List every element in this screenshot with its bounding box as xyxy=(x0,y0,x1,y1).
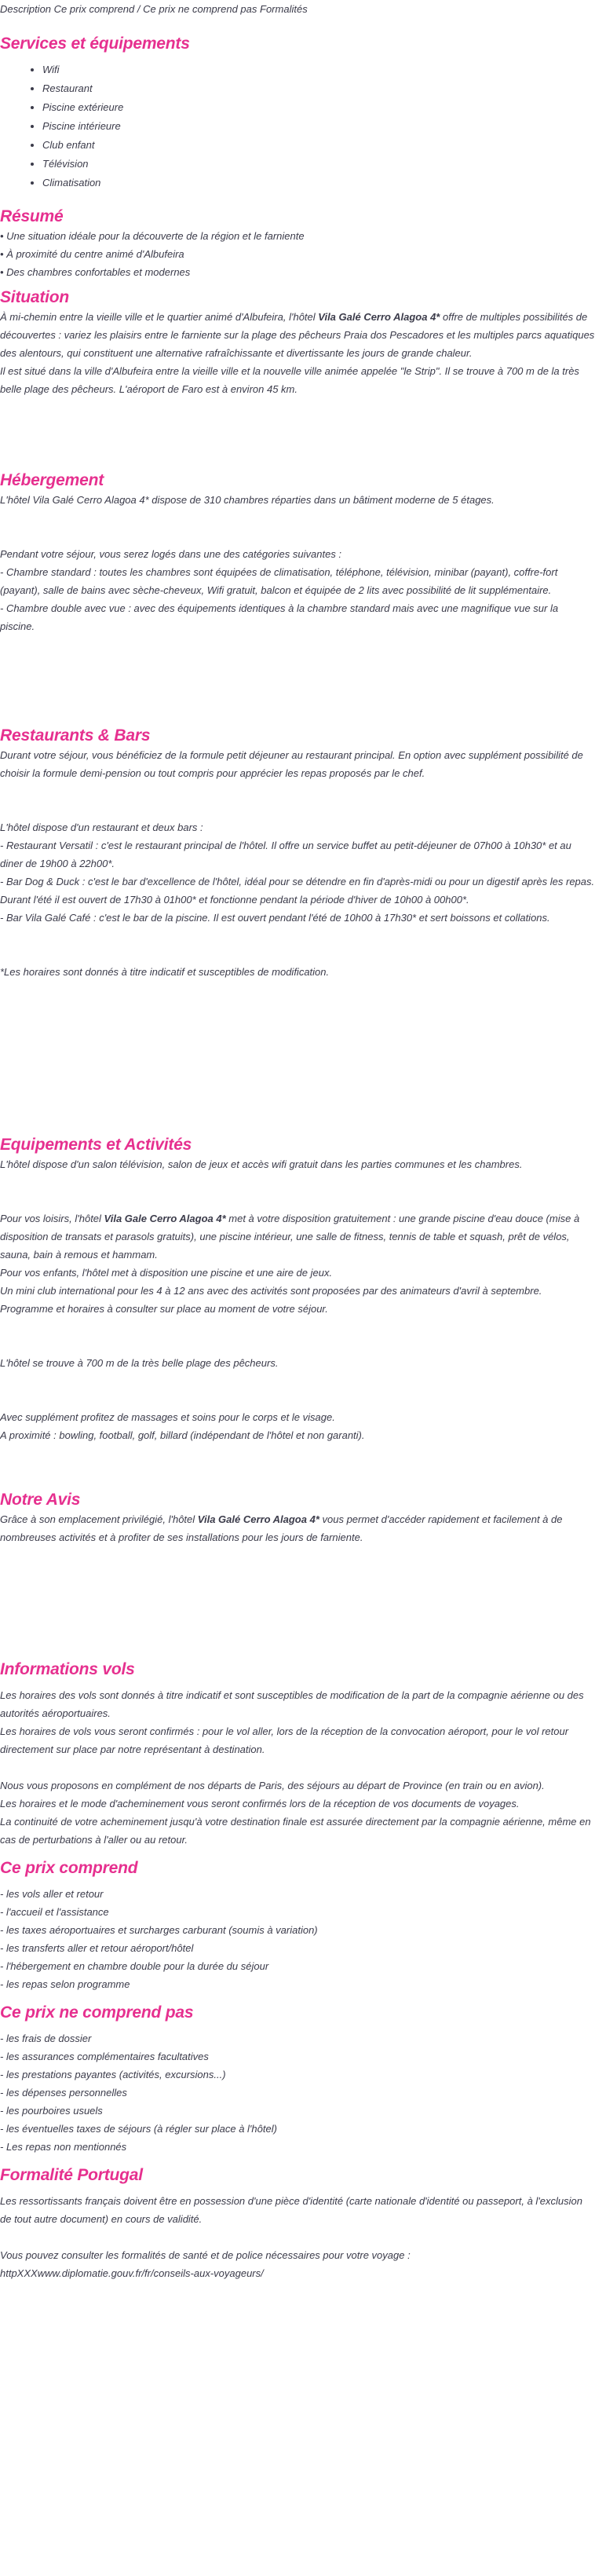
list-item: - l'hébergement en chambre double pour la durée du séjour xyxy=(0,1960,269,1972)
list-item: • Wifi xyxy=(42,60,595,79)
list-item: • Club enfant xyxy=(42,136,595,155)
text: À mi-chemin entre la vieille ville et le quartier animé d'Albufeira, l'hôtel xyxy=(0,311,319,323)
formalite-link[interactable]: httpXXXwww.diplomatie.gouv.fr/fr/conseils-aux-voyageurs/ xyxy=(0,2267,264,2279)
services-list xyxy=(0,60,595,192)
vols-text-5: La continuité de votre acheminement jusqu'à votre destination finale est assurée directement par la compagnie aérienne, même en cas de perturbations à l'aller ou au retour. xyxy=(0,1816,591,1846)
text: Pour vos loisirs, l'hôtel xyxy=(0,1213,104,1224)
list-item: - les vols aller et retour xyxy=(0,1888,104,1900)
restaurants-text-3: - Restaurant Versatil : c'est le restaurant principal de l'hôtel. Il offre un service buffet au petit-déjeuner de 07h00 à 10h30* et au diner de 19h00 à 22h00*. xyxy=(0,840,571,869)
restaurants-text-4: - Bar Dog & Duck : c'est le bar d'excellence de l'hôtel, idéal pour se détendre en fin d'après-midi ou pour un digestif après les repas. Durant l'été il est ouvert de 17h30 à 01h00* et fonctionne pendant la période d'hiver de 10h00 à 00h00*. xyxy=(0,876,595,906)
resume-title: Résumé xyxy=(0,207,64,225)
ne-comprend-list xyxy=(0,2029,595,2156)
restaurants-note: *Les horaires sont donnés à titre indicatif et susceptibles de modification. xyxy=(0,966,330,978)
comprend-title: Ce prix comprend xyxy=(0,1859,138,1877)
situation-text-2: Il est situé dans la ville d'Albufeira entre la vieille ville et la nouvelle ville animée appelée "le Strip". Il se trouve à 700 m de la très belle plage des pêcheurs. L'aéroport de Faro est à environ 45 km. xyxy=(0,365,579,395)
ne-comprend-title: Ce prix ne comprend pas xyxy=(0,2003,194,2022)
tab-description[interactable]: Description xyxy=(0,3,52,15)
list-item: - les assurances complémentaires facultatives xyxy=(0,2051,209,2062)
vols-text-2: Les horaires de vols vous seront confirmés : pour le vol aller, lors de la réception de la convocation aéroport, pour le vol retour directement sur place par notre représentant à destination. xyxy=(0,1725,569,1755)
list-item: • Des chambres confortables et modernes xyxy=(0,266,191,278)
list-item: - les frais de dossier xyxy=(0,2033,92,2044)
text: Grâce à son emplacement privilégié, l'hôtel xyxy=(0,1513,198,1525)
restaurants-text-5: - Bar Vila Galé Café : c'est le bar de la piscine. Il est ouvert pendant l'été de 10h00 à 17h30* et sert boissons et collations. xyxy=(0,912,550,924)
vols-title: Informations vols xyxy=(0,1660,135,1678)
formalite-text-2: Vous pouvez consulter les formalités de santé et de police nécessaires pour votre voyage : xyxy=(0,2249,411,2261)
equipements-text-1: L'hôtel dispose d'un salon télévision, salon de jeux et accès wifi gratuit dans les parties communes et les chambres. xyxy=(0,1158,523,1170)
text: offre de multiples possibilités de découvertes : variez les plaisirs entre le farniente sur la plage des pêcheurs Praia dos Pescadores et les multiples parcs aquatiques des alentours, qui constituent une alternative rafraîchissante et divertissante les jours de grande chaleur. xyxy=(0,311,595,359)
list-item: - les dépenses personnelles xyxy=(0,2087,127,2098)
hotel-name: Vila Galé Cerro Alagoa 4* xyxy=(197,1513,319,1525)
equipements-text-6: Avec supplément profitez de massages et soins pour le corps et le visage. xyxy=(0,1411,335,1423)
list-item: • Télévision xyxy=(42,155,595,174)
tab-separator: / xyxy=(137,3,141,15)
list-item: • Une situation idéale pour la découverte de la région et le farniente xyxy=(0,230,305,242)
equipements-text-4: Un mini club international pour les 4 à 12 ans avec des activités sont proposées par des animateurs d'avril à septembre. Programme et horaires à consulter sur place au moment de votre séjour. xyxy=(0,1285,542,1315)
list-item: • Restaurant xyxy=(42,79,595,98)
list-item: - Les repas non mentionnés xyxy=(0,2141,127,2153)
restaurants-text-2: L'hôtel dispose d'un restaurant et deux bars : xyxy=(0,821,203,833)
list-item: • Climatisation xyxy=(42,174,595,192)
vols-text-3: Nous vous proposons en complément de nos départs de Paris, des séjours au départ de Province (en train ou en avion). xyxy=(0,1780,545,1791)
services-title: Services et équipements xyxy=(0,35,190,53)
text: vous permet d'accéder rapidement et facilement à de nombreuses activités et à profiter de ses installations pour les jours de farniente. xyxy=(0,1513,563,1543)
text: met à votre disposition gratuitement : une grande piscine d'eau douce (mise à disposition de transats et parasols gratuits), une piscine intérieur, une salle de fitness, tennis de table et squash, prêt de vélos, sauna, bain à remous et hammam. xyxy=(0,1213,580,1261)
restaurants-title: Restaurants & Bars xyxy=(0,726,151,745)
equipements-title: Equipements et Activités xyxy=(0,1136,192,1154)
list-item: - les transferts aller et retour aéroport/hôtel xyxy=(0,1942,194,1954)
list-item: - les taxes aéroportuaires et surcharges carburant (soumis à variation) xyxy=(0,1924,318,1936)
hebergement-text-2: Pendant votre séjour, vous serez logés dans une des catégories suivantes : xyxy=(0,548,342,560)
list-item: - l'accueil et l'assistance xyxy=(0,1906,109,1918)
list-item: - les prestations payantes (activités, excursions...) xyxy=(0,2069,226,2080)
hebergement-text-1: L'hôtel Vila Galé Cerro Alagoa 4* dispose de 310 chambres réparties dans un bâtiment moderne de 5 étages. xyxy=(0,494,495,506)
tab-prix-comprend[interactable]: Ce prix comprend xyxy=(53,3,135,15)
comprend-list xyxy=(0,1885,595,1993)
vols-text-4: Les horaires et le mode d'acheminement vous seront confirmés lors de la réception de vos documents de voyages. xyxy=(0,1798,520,1809)
formalite-title: Formalité Portugal xyxy=(0,2166,143,2184)
hotel-name: Vila Gale Cerro Alagoa 4* xyxy=(104,1213,226,1224)
hebergement-text-3: - Chambre standard : toutes les chambres sont équipées de climatisation, téléphone, télévision, minibar (payant), coffre-fort (payant), salle de bains avec sèche-cheveux, Wifi gratuit, balcon et équipée de 2 lits avec possibilité de lit supplémentaire. xyxy=(0,566,558,596)
avis-title: Notre Avis xyxy=(0,1491,81,1509)
vols-text-1: Les horaires des vols sont donnés à titre indicatif et sont susceptibles de modification de la part de la compagnie aérienne ou des autorités aéroportuaires. xyxy=(0,1689,584,1719)
resume-list xyxy=(0,227,595,281)
tab-prix-ne-comprend[interactable]: Ce prix ne comprend pas xyxy=(143,3,257,15)
list-item: - les repas selon programme xyxy=(0,1978,130,1990)
tab-formalites[interactable]: Formalités xyxy=(260,3,308,15)
equipements-text-2 xyxy=(0,1209,595,1264)
situation-text xyxy=(0,308,595,362)
tab-bar xyxy=(0,0,595,18)
list-item: - les pourboires usuels xyxy=(0,2105,103,2117)
equipements-text-3: Pour vos enfants, l'hôtel met à disposition une piscine et une aire de jeux. xyxy=(0,1267,333,1279)
list-item: - les éventuelles taxes de séjours (à régler sur place à l'hôtel) xyxy=(0,2123,277,2135)
list-item: • Piscine extérieure xyxy=(42,98,595,117)
equipements-text-7: A proximité : bowling, football, golf, billard (indépendant de l'hôtel et non garanti). xyxy=(0,1429,365,1441)
restaurants-text-1: Durant votre séjour, vous bénéficiez de la formule petit déjeuner au restaurant principal. En option avec supplément possibilité de choisir la formule demi-pension ou tout compris pour apprécier les repas proposés par le chef. xyxy=(0,749,583,779)
hebergement-title: Hébergement xyxy=(0,471,104,489)
avis-text xyxy=(0,1510,595,1546)
list-item: • À proximité du centre animé d'Albufeira xyxy=(0,248,184,260)
hotel-name: Vila Galé Cerro Alagoa 4* xyxy=(318,311,440,323)
formalite-text-1: Les ressortissants français doivent être en possession d'une pièce d'identité (carte nationale d'identité ou passeport, à l'exclusion de tout autre document) en cours de validité. xyxy=(0,2195,582,2225)
list-item: • Piscine intérieure xyxy=(42,117,595,136)
hebergement-text-4: - Chambre double avec vue : avec des équipements identiques à la chambre standard mais avec une magnifique vue sur la piscine. xyxy=(0,602,559,632)
equipements-text-5: L'hôtel se trouve à 700 m de la très belle plage des pêcheurs. xyxy=(0,1357,279,1369)
situation-title: Situation xyxy=(0,288,70,306)
